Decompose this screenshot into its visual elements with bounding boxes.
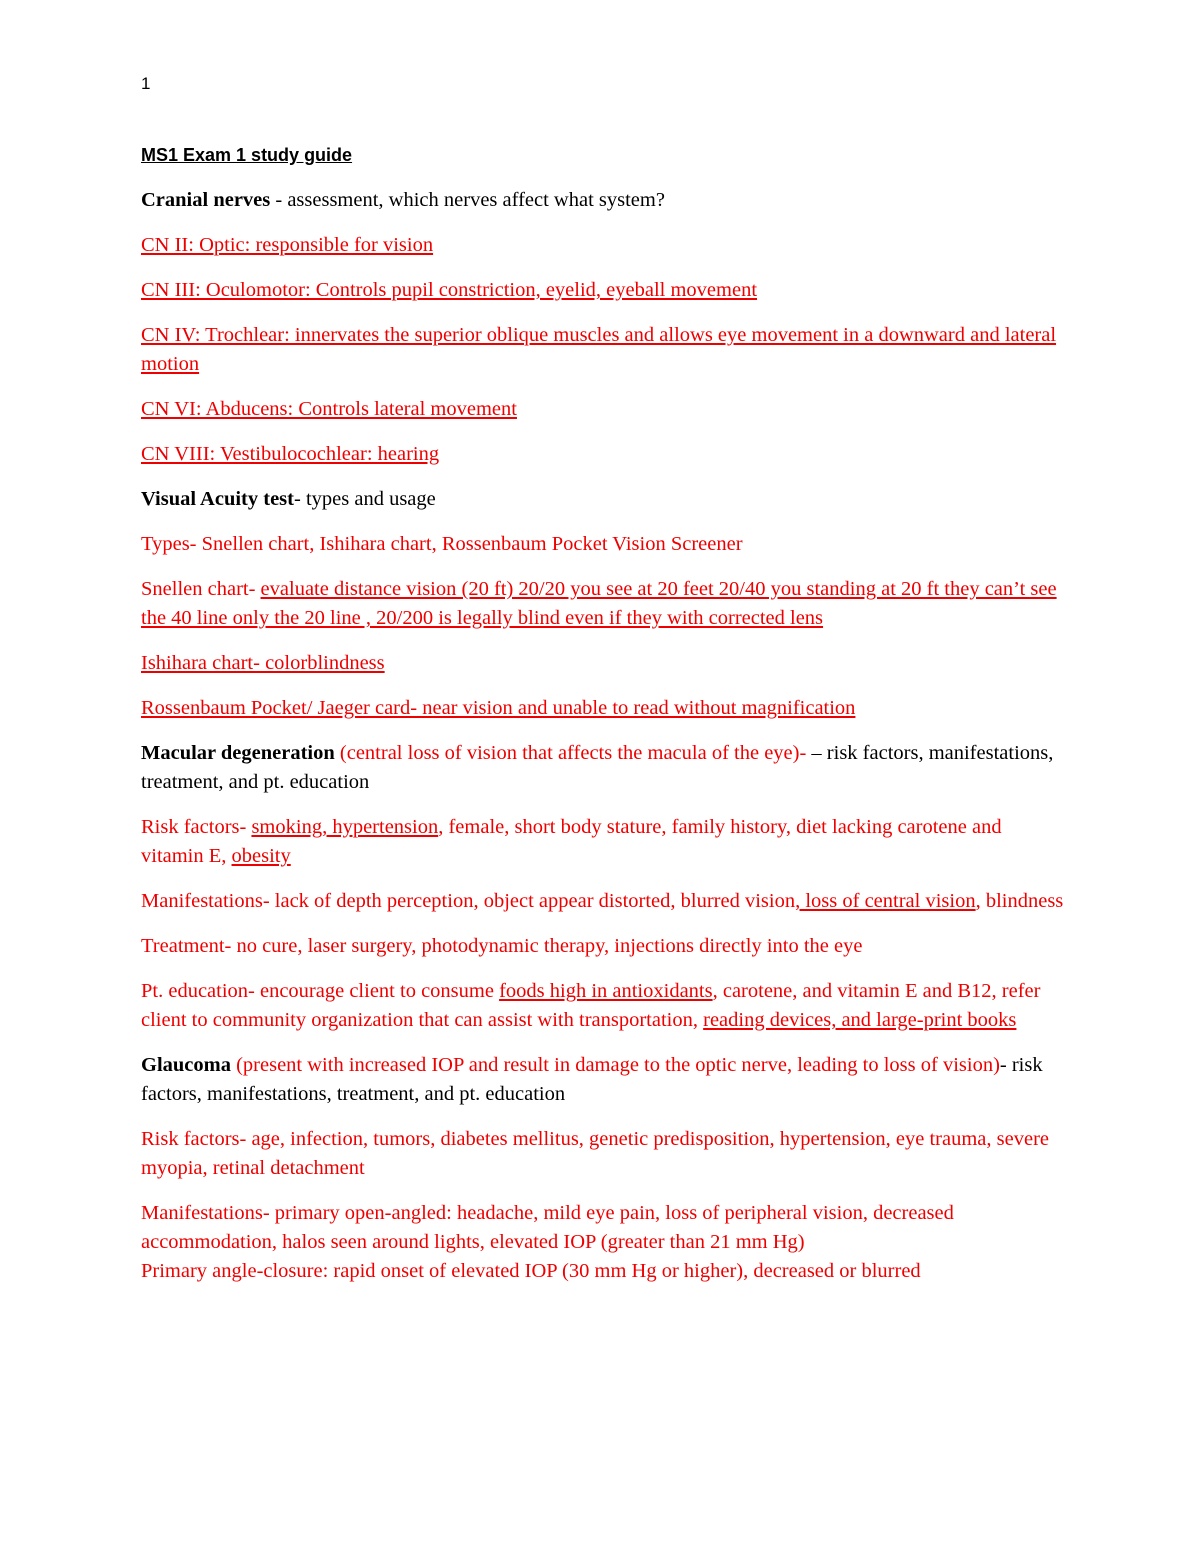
glaucoma-desc: - risk factors, manifestations, treatment, and pt. education: [141, 1054, 1043, 1105]
cn3-line: CN III: Oculomotor: Controls pupil constriction, eyelid, eyeball movement: [141, 279, 758, 301]
macular-education-text: , carotene, and vitamin E and B12, refer client to community organization that can assist with transportation,: [141, 980, 1041, 1031]
cranial-nerves-desc: - assessment, which nerves affect what system?: [270, 189, 665, 211]
macular-treatment-line: Treatment- no cure, laser surgery, photodynamic therapy, injections directly into the eye: [141, 935, 863, 957]
glaucoma-heading: [141, 1051, 1066, 1109]
visual-acuity-label: Visual Acuity test: [141, 488, 294, 510]
rossenbaum-line: Rossenbaum Pocket/ Jaeger card- near vision and unable to read without magnification: [141, 697, 856, 719]
macular-desc: – risk factors, manifestations, treatment, and pt. education: [141, 742, 1054, 793]
macular-definition: (central loss of vision that affects the macula of the eye)-: [334, 742, 812, 764]
document-title: MS1 Exam 1 study guide: [141, 145, 353, 165]
macular-risk-label: Risk factors-: [141, 816, 252, 838]
macular-education-line: [141, 977, 1066, 1035]
glaucoma-risk-line: Risk factors- age, infection, tumors, diabetes mellitus, genetic predisposition, hypertension, eye trauma, severe myopia, retinal detachment: [141, 1128, 1050, 1179]
glaucoma-manifestations-open-angle: Manifestations- primary open-angled: headache, mild eye pain, loss of peripheral vision, decreased accommodation, halos seen around lights, elevated IOP (greater than 21 mm Hg): [141, 1202, 954, 1253]
macular-education-underlined-1: foods high in antioxidants: [499, 980, 713, 1002]
cranial-nerves-heading: [141, 186, 1066, 215]
snellen-label: Snellen chart-: [141, 578, 261, 600]
snellen-text: evaluate distance vision (20 ft) 20/20 you see at 20 feet 20/40 you standing at 20 ft they can’t see the 40 line only the 20 line , 20/200 is legally blind even if they with corrected lens: [141, 578, 1057, 629]
visual-acuity-heading: [141, 485, 1066, 514]
macular-label: Macular degeneration: [141, 742, 335, 764]
macular-manifestations-line: [141, 887, 1066, 916]
cn2-line: CN II: Optic: responsible for vision: [141, 234, 434, 256]
macular-manifestations-underlined: , loss of central vision: [795, 890, 976, 912]
glaucoma-label: Glaucoma: [141, 1054, 231, 1076]
cn4-line: CN IV: Trochlear: innervates the superior oblique muscles and allows eye movement in a downward and lateral motion: [141, 324, 1057, 375]
macular-risk-underlined-1: smoking, hypertension: [251, 816, 439, 838]
visual-types-line: Types- Snellen chart, Ishihara chart, Rossenbaum Pocket Vision Screener: [141, 533, 743, 555]
macular-manifestations-end: , blindness: [975, 890, 1064, 912]
ishihara-line: Ishihara chart- colorblindness: [141, 652, 385, 674]
glaucoma-definition: (present with increased IOP and result in damage to the optic nerve, leading to loss of vision): [230, 1054, 1000, 1076]
snellen-line: [141, 575, 1066, 633]
document-body: [141, 141, 1066, 1286]
cranial-nerves-label: Cranial nerves: [141, 189, 271, 211]
macular-education-label: Pt. education- encourage client to consume: [141, 980, 500, 1002]
visual-acuity-desc: - types and usage: [294, 488, 436, 510]
cn6-line: CN VI: Abducens: Controls lateral movement: [141, 398, 517, 420]
macular-risk-underlined-2: obesity: [231, 845, 291, 867]
glaucoma-manifestations-angle-closure: Primary angle-closure: rapid onset of elevated IOP (30 mm Hg or higher), decreased or blurred: [141, 1260, 921, 1282]
page-number: 1: [141, 74, 151, 93]
cn8-line: CN VIII: Vestibulocochlear: hearing: [141, 443, 440, 465]
macular-heading: [141, 739, 1066, 797]
macular-risk-line: [141, 813, 1066, 871]
macular-manifestations-text: Manifestations- lack of depth perception, object appear distorted, blurred vision: [141, 890, 796, 912]
macular-education-underlined-2: reading devices, and large-print books: [703, 1009, 1017, 1031]
glaucoma-manifestations-line: [141, 1199, 1066, 1286]
macular-risk-text: , female, short body stature, family history, diet lacking carotene and vitamin E,: [141, 816, 1002, 867]
